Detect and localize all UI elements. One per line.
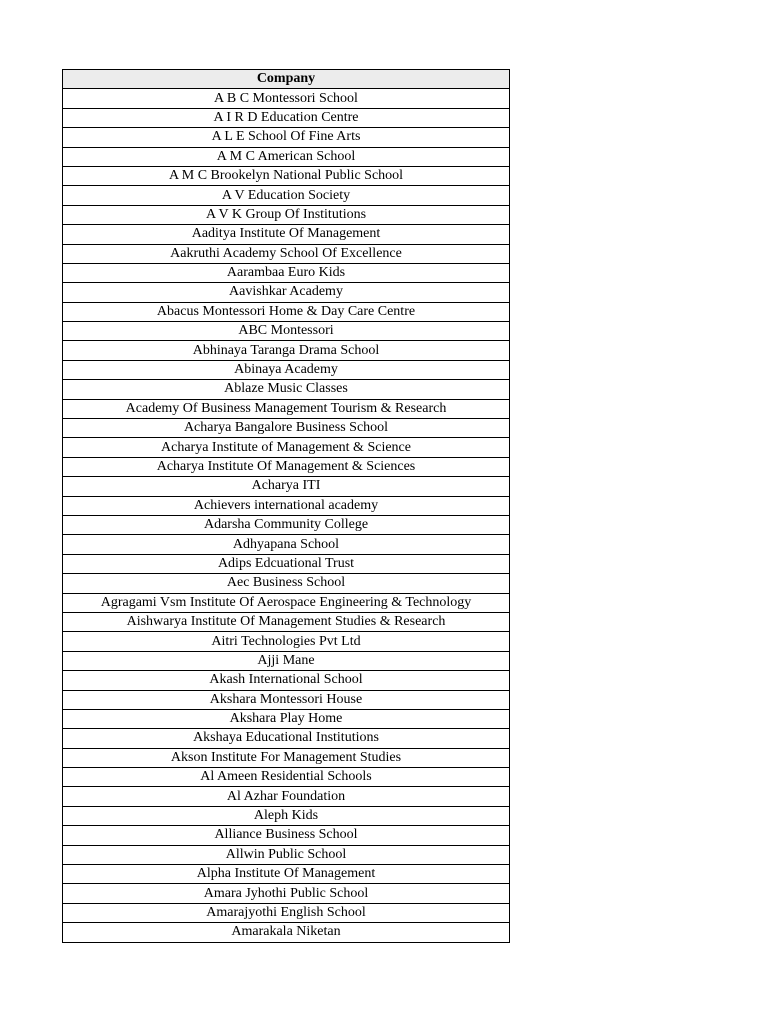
company-cell: Achievers international academy — [63, 496, 510, 515]
company-cell: A L E School Of Fine Arts — [63, 128, 510, 147]
table-header-row — [63, 70, 510, 89]
table-row — [63, 186, 510, 205]
company-cell: A V K Group Of Institutions — [63, 205, 510, 224]
company-cell: Akash International School — [63, 671, 510, 690]
company-cell: Adips Edcuational Trust — [63, 554, 510, 573]
table-row — [63, 903, 510, 922]
company-cell: A B C Montessori School — [63, 89, 510, 108]
table-row — [63, 205, 510, 224]
table-row — [63, 128, 510, 147]
column-header-company: Company — [63, 70, 510, 89]
company-cell: A M C Brookelyn National Public School — [63, 166, 510, 185]
table-row — [63, 244, 510, 263]
company-cell: Ablaze Music Classes — [63, 380, 510, 399]
table-row — [63, 923, 510, 942]
company-cell: Akshaya Educational Institutions — [63, 729, 510, 748]
company-cell: ABC Montessori — [63, 322, 510, 341]
table-row — [63, 477, 510, 496]
company-cell: Aishwarya Institute Of Management Studies & Research — [63, 612, 510, 631]
company-cell: Akson Institute For Management Studies — [63, 748, 510, 767]
table-row — [63, 419, 510, 438]
table-row — [63, 612, 510, 631]
table-row — [63, 147, 510, 166]
table-row — [63, 787, 510, 806]
table-row — [63, 729, 510, 748]
table-row — [63, 574, 510, 593]
table-row — [63, 438, 510, 457]
company-cell: Acharya Bangalore Business School — [63, 419, 510, 438]
company-cell: Abhinaya Taranga Drama School — [63, 341, 510, 360]
company-cell: Abacus Montessori Home & Day Care Centre — [63, 302, 510, 321]
company-cell: Akshara Montessori House — [63, 690, 510, 709]
company-cell: Aitri Technologies Pvt Ltd — [63, 632, 510, 651]
company-cell: Abinaya Academy — [63, 360, 510, 379]
table-row — [63, 515, 510, 534]
company-cell: Al Azhar Foundation — [63, 787, 510, 806]
table-row — [63, 748, 510, 767]
company-cell: Aavishkar Academy — [63, 283, 510, 302]
company-cell: Adarsha Community College — [63, 515, 510, 534]
table-body — [63, 89, 510, 942]
company-cell: Adhyapana School — [63, 535, 510, 554]
company-cell: Acharya Institute of Management & Science — [63, 438, 510, 457]
company-cell: Amarajyothi English School — [63, 903, 510, 922]
table-row — [63, 884, 510, 903]
table-row — [63, 380, 510, 399]
table-row — [63, 225, 510, 244]
company-cell: Aec Business School — [63, 574, 510, 593]
company-cell: Akshara Play Home — [63, 709, 510, 728]
table-row — [63, 263, 510, 282]
table-row — [63, 108, 510, 127]
table-row — [63, 690, 510, 709]
company-table — [62, 69, 510, 943]
table-row — [63, 283, 510, 302]
table-row — [63, 845, 510, 864]
company-cell: Alliance Business School — [63, 826, 510, 845]
company-cell: Aleph Kids — [63, 806, 510, 825]
table-row — [63, 826, 510, 845]
table-row — [63, 865, 510, 884]
table-row — [63, 166, 510, 185]
table-row — [63, 322, 510, 341]
company-cell: Amara Jyhothi Public School — [63, 884, 510, 903]
company-cell: Aakruthi Academy School Of Excellence — [63, 244, 510, 263]
table-row — [63, 89, 510, 108]
table-row — [63, 709, 510, 728]
table-row — [63, 360, 510, 379]
company-cell: Academy Of Business Management Tourism & Research — [63, 399, 510, 418]
table-row — [63, 651, 510, 670]
table-row — [63, 302, 510, 321]
company-cell: A I R D Education Centre — [63, 108, 510, 127]
table-row — [63, 496, 510, 515]
table-row — [63, 806, 510, 825]
company-cell: Acharya ITI — [63, 477, 510, 496]
table-row — [63, 593, 510, 612]
company-cell: A V Education Society — [63, 186, 510, 205]
table-row — [63, 768, 510, 787]
company-cell: Agragami Vsm Institute Of Aerospace Engineering & Technology — [63, 593, 510, 612]
company-cell: Al Ameen Residential Schools — [63, 768, 510, 787]
table-row — [63, 341, 510, 360]
company-cell: Acharya Institute Of Management & Sciences — [63, 457, 510, 476]
table-row — [63, 457, 510, 476]
table-row — [63, 671, 510, 690]
table-row — [63, 554, 510, 573]
company-cell: Ajji Mane — [63, 651, 510, 670]
company-cell: A M C American School — [63, 147, 510, 166]
table-row — [63, 399, 510, 418]
company-cell: Aaditya Institute Of Management — [63, 225, 510, 244]
company-cell: Aarambaa Euro Kids — [63, 263, 510, 282]
company-cell: Alpha Institute Of Management — [63, 865, 510, 884]
company-cell: Allwin Public School — [63, 845, 510, 864]
table-row — [63, 632, 510, 651]
table-row — [63, 535, 510, 554]
company-cell: Amarakala Niketan — [63, 923, 510, 942]
